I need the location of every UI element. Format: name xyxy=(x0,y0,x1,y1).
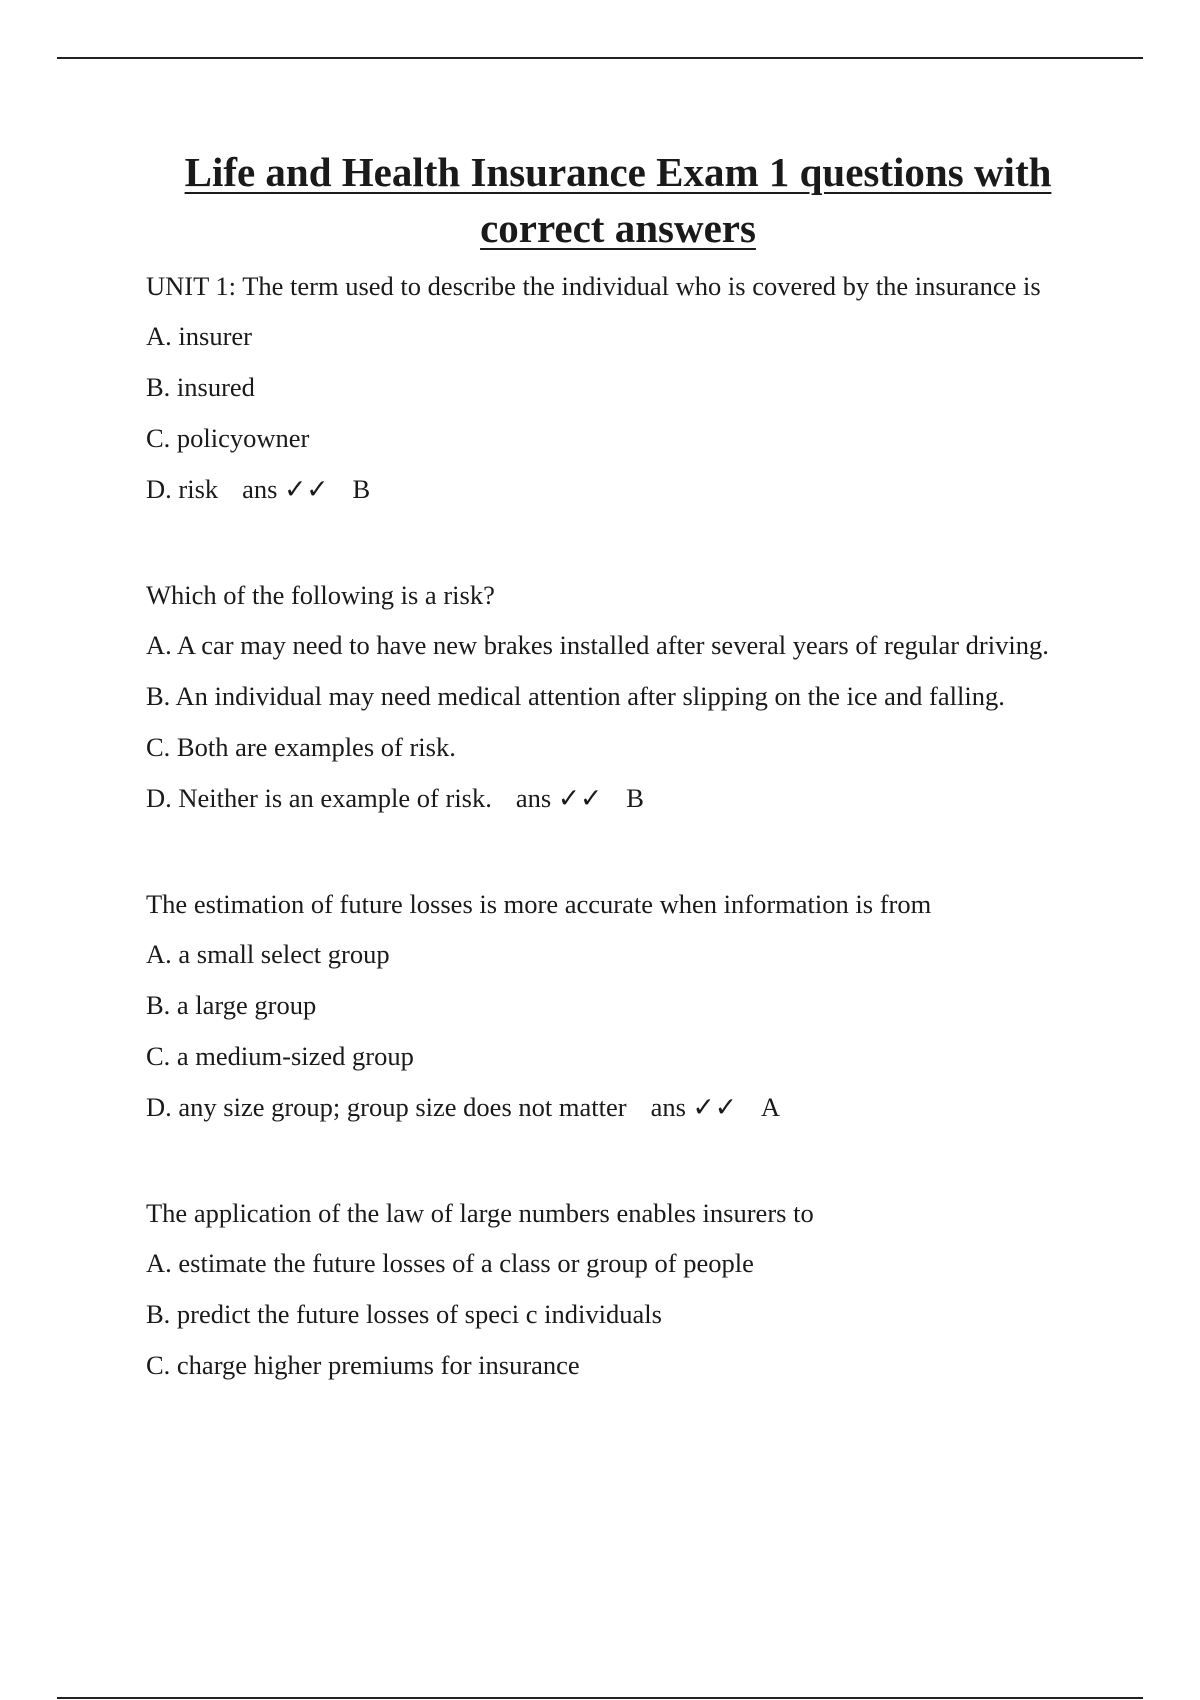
answer-label: ans ✓✓ xyxy=(242,474,329,504)
answer-label: ans ✓✓ xyxy=(515,783,603,813)
question-2 xyxy=(146,577,1090,816)
spacer xyxy=(146,1140,1090,1195)
document-page xyxy=(146,144,1090,1398)
option-b: B. a large group xyxy=(146,990,317,1020)
option-b: B. predict the future losses of speci c individuals xyxy=(146,1299,662,1329)
answer-value: A xyxy=(760,1092,781,1122)
top-rule xyxy=(57,57,1143,59)
answer-value: B xyxy=(352,474,371,504)
spacer xyxy=(146,831,1090,886)
option-b: B. insured xyxy=(146,372,255,402)
option-c: C. Both are examples of risk. xyxy=(146,732,456,762)
question-3 xyxy=(146,886,1090,1125)
option-c: C. charge higher premiums for insurance xyxy=(146,1350,580,1380)
question-4 xyxy=(146,1195,1090,1383)
option-a: A. a small select group xyxy=(146,939,390,969)
option-d: D. Neither is an example of risk. xyxy=(146,783,492,813)
question-stem: The estimation of future losses is more accurate when information is from xyxy=(146,889,932,919)
option-a: A. estimate the future losses of a class or group of people xyxy=(146,1248,754,1278)
answer-value: B xyxy=(626,783,644,813)
option-c: C. policyowner xyxy=(146,423,310,453)
spacer xyxy=(146,522,1090,577)
question-stem: Which of the following is a risk? xyxy=(146,580,495,610)
option-d-with-answer xyxy=(146,471,1090,507)
bottom-rule xyxy=(57,1697,1143,1699)
question-stem: UNIT 1: The term used to describe the individual who is covered by the insurance is xyxy=(146,271,1041,301)
option-d: D. risk xyxy=(146,474,219,504)
question-stem: The application of the law of large numbers enables insurers to xyxy=(146,1198,814,1228)
option-d-with-answer xyxy=(146,780,1090,816)
question-1 xyxy=(146,268,1090,507)
option-d-with-answer xyxy=(146,1089,1090,1125)
option-b: B. An individual may need medical attention after slipping on the ice and falling. xyxy=(146,681,1005,711)
option-a: A. insurer xyxy=(146,321,252,351)
option-d: D. any size group; group size does not matter xyxy=(146,1092,627,1122)
answer-label: ans ✓✓ xyxy=(650,1092,737,1122)
document-title: Life and Health Insurance Exam 1 questions with correct answers xyxy=(184,149,1052,251)
option-a: A. A car may need to have new brakes installed after several years of regular driving. xyxy=(146,630,1049,660)
option-c: C. a medium-sized group xyxy=(146,1041,414,1071)
